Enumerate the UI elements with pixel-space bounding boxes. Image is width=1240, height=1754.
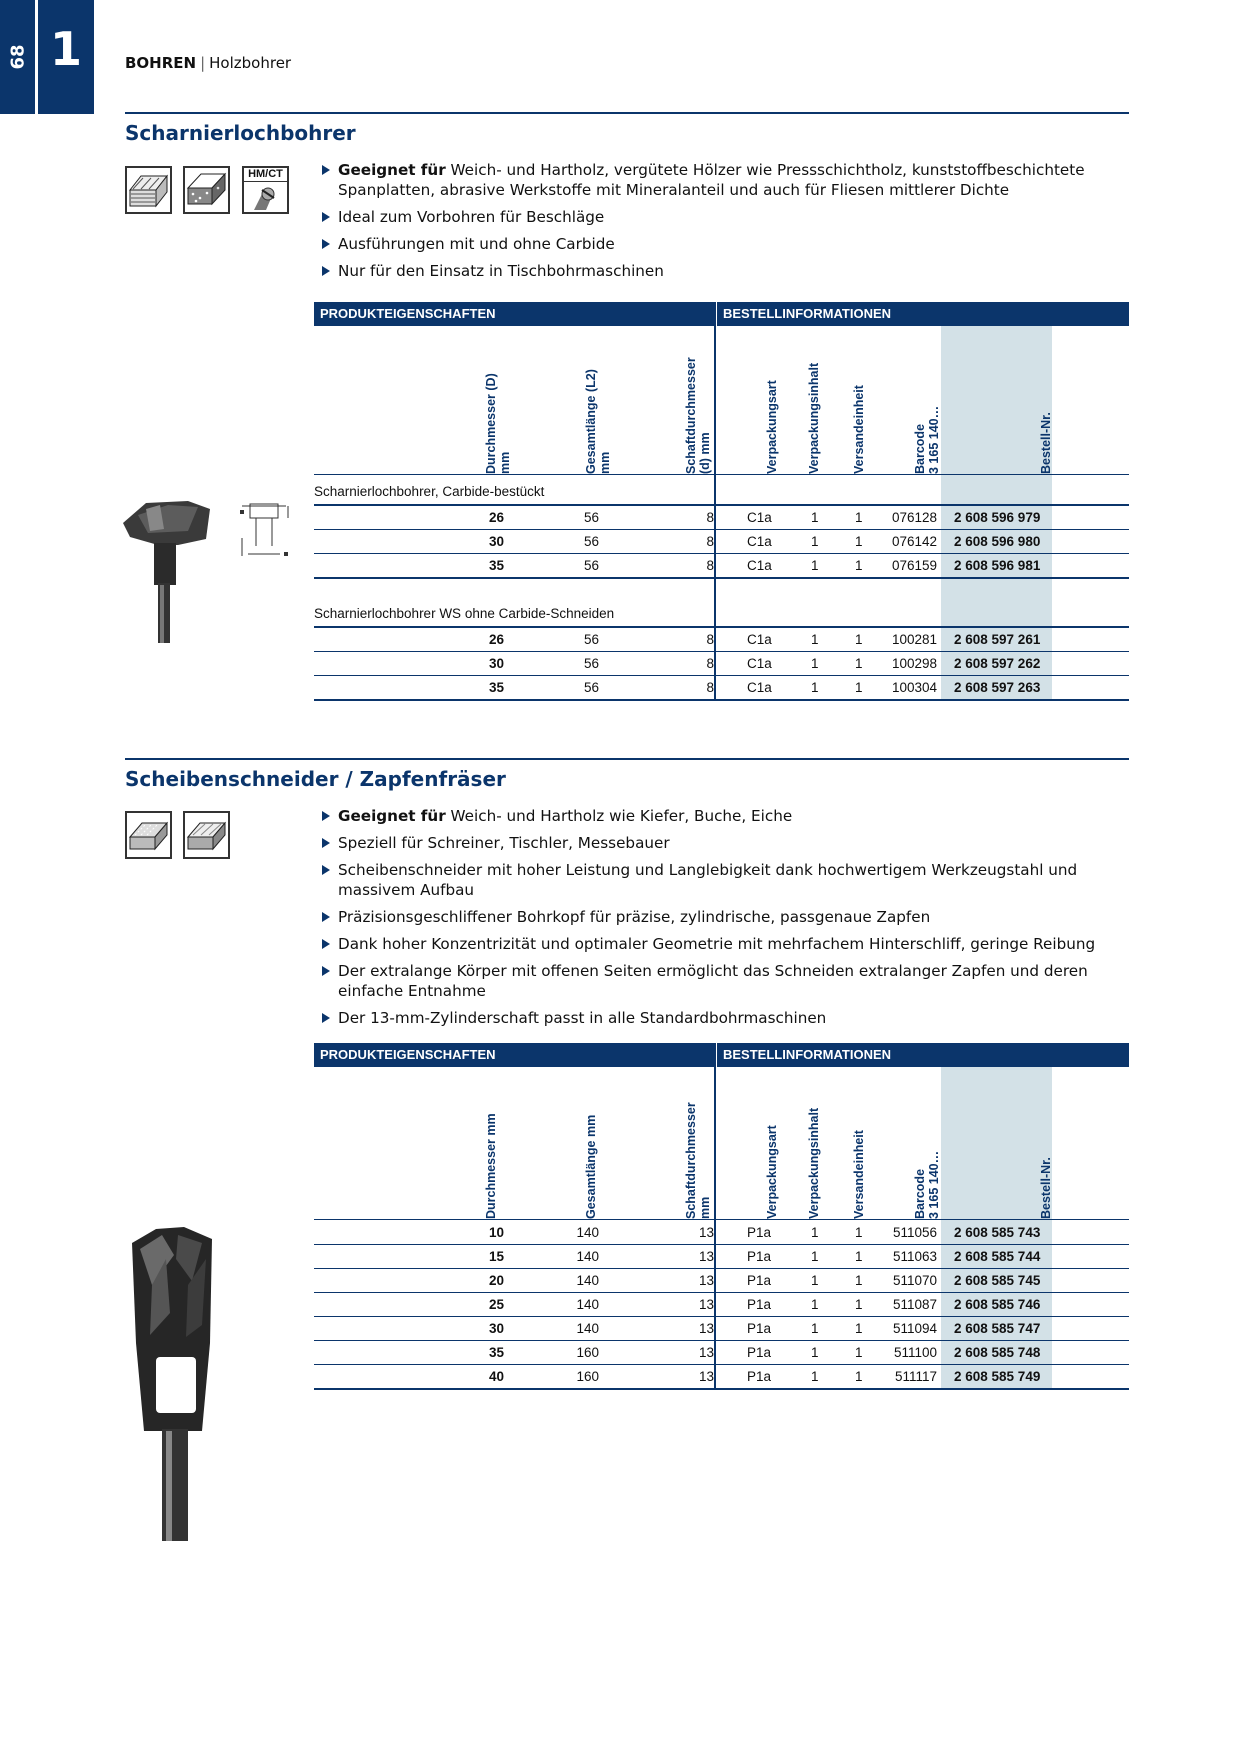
table-cell: 25 (488, 1297, 504, 1312)
feature-text: Speziell für Schreiner, Tischler, Messebauer (338, 834, 670, 852)
table-row (314, 506, 1129, 530)
table-cell: 1 (811, 632, 819, 647)
column-header: Verpackungsinhalt (807, 1107, 821, 1219)
table-cell: C1a (747, 656, 772, 671)
table-cell: 10 (488, 1225, 504, 1240)
table-cell: 140 (576, 1249, 599, 1264)
table-row (314, 652, 1129, 676)
feature-item (320, 207, 1120, 227)
table-cell: 140 (576, 1297, 599, 1312)
table-row (314, 1245, 1129, 1269)
chapter-tab (38, 0, 94, 114)
table-cell: 1 (855, 680, 863, 695)
table-cell: 511117 (894, 1369, 937, 1384)
table-cell: 140 (576, 1225, 599, 1240)
table-cell: 1 (811, 534, 819, 549)
table-cell: 1 (811, 1321, 819, 1336)
table-cell: 26 (488, 632, 504, 647)
feature-text: Scheibenschneider mit hoher Leistung und Langlebigkeit dank hochwertigem Werkzeugstahl und massivem Aufbau (338, 861, 1078, 899)
table-cell: P1a (747, 1249, 772, 1264)
table-cell: 26 (488, 510, 504, 525)
carbide-label: HM/CT (244, 168, 287, 182)
feature-item (320, 1008, 1120, 1028)
feature-bold: Geeignet für (338, 807, 446, 825)
breadcrumb-sub: Holzbohrer (209, 54, 292, 72)
column-header: Schaftdurchmesser mm (684, 1102, 712, 1219)
table-cell: 511070 (892, 1273, 937, 1288)
column-header: Durchmesser mm (484, 1113, 498, 1219)
table-cell: 1 (811, 558, 819, 573)
table-cell: 56 (583, 656, 599, 671)
table-cell: 2 608 585 749 (954, 1369, 1041, 1384)
feature-bold: Geeignet für (338, 161, 446, 179)
table-cell: 1 (811, 680, 819, 695)
table-cell: 8 (706, 680, 714, 695)
hinge-drill-diagram-icon (236, 498, 292, 560)
table-cell: 2 608 597 263 (954, 680, 1041, 695)
table-cell: P1a (747, 1345, 772, 1360)
softwood-material-icon (125, 811, 172, 859)
feature-text: Weich- und Hartholz, vergütete Hölzer wie Pressschichtholz, kunststoffbeschichtete Spanplatten, abrasive Werkstoffe mit Mineralanteil und auch für Fliesen mittlerer Dichte (338, 161, 1085, 199)
table-cell: 100281 (891, 632, 937, 647)
table-row (314, 676, 1129, 700)
table-cell: 1 (811, 1273, 819, 1288)
table-row (314, 1221, 1129, 1245)
table-cell: 13 (698, 1225, 714, 1240)
table-cell: 56 (583, 680, 599, 695)
table-cell: 1 (811, 510, 819, 525)
feature-item (320, 160, 1120, 200)
table-cell: 511087 (892, 1297, 937, 1312)
page-number-tab (0, 0, 35, 114)
table-cell: 160 (576, 1345, 599, 1360)
table-cell: 56 (583, 510, 599, 525)
table-cell: 2 608 585 748 (954, 1345, 1041, 1360)
table-cell: 076128 (891, 510, 937, 525)
table-cell: 2 608 585 743 (954, 1225, 1041, 1240)
column-header: Verpackungsart (765, 1125, 779, 1219)
table-cell: 20 (488, 1273, 504, 1288)
table-cell: 8 (706, 534, 714, 549)
column-header: Verpackungsinhalt (807, 362, 821, 474)
feature-text: Nur für den Einsatz in Tischbohrmaschinen (338, 262, 664, 280)
table-row (314, 530, 1129, 554)
table-cell: 8 (706, 558, 714, 573)
table-row (314, 554, 1129, 578)
table-cell: 2 608 596 980 (954, 534, 1041, 549)
table-cell: 1 (811, 1297, 819, 1312)
table-cell: P1a (747, 1321, 772, 1336)
page-number: 68 (7, 44, 28, 70)
table-cell: 1 (855, 510, 863, 525)
table-cell: 1 (811, 1345, 819, 1360)
table-cell: 35 (488, 558, 504, 573)
feature-item (320, 833, 1120, 853)
product-table-hinge-drills (314, 302, 1129, 702)
section-divider (125, 758, 1129, 760)
table-cell: 15 (488, 1249, 504, 1264)
table-cell: 511094 (892, 1321, 937, 1336)
table-cell: 1 (811, 1225, 819, 1240)
table-cell: 13 (698, 1297, 714, 1312)
column-header: Bestell-Nr. (1039, 412, 1053, 474)
table-cell: 1 (855, 656, 863, 671)
table-cell: 8 (706, 510, 714, 525)
table-cell: 2 608 597 261 (954, 632, 1041, 647)
table-cell: 2 608 585 745 (954, 1273, 1041, 1288)
table-cell: 2 608 596 981 (954, 558, 1041, 573)
table-cell: 8 (706, 656, 714, 671)
chapter-number: 1 (49, 22, 82, 76)
feature-text: Ideal zum Vorbohren für Beschläge (338, 208, 605, 226)
feature-item (320, 806, 1120, 826)
table-cell: 56 (583, 558, 599, 573)
table-cell: 100298 (891, 656, 937, 671)
table-cell: C1a (747, 632, 772, 647)
column-header: Durchmesser (D) mm (484, 373, 512, 474)
plug-cutter-image (122, 1225, 218, 1545)
table-cell: 35 (488, 680, 504, 695)
table-cell: 1 (855, 1321, 863, 1336)
column-header: Gesamtlänge mm (584, 1114, 598, 1219)
table-cell: 1 (811, 1369, 819, 1384)
table-row (314, 1293, 1129, 1317)
feature-item (320, 860, 1120, 900)
feature-item (320, 934, 1120, 954)
table-cell: 35 (488, 1345, 504, 1360)
feature-text: Weich- und Hartholz wie Kiefer, Buche, Eiche (445, 807, 793, 825)
table-cell: 076159 (891, 558, 937, 573)
table-cell: 1 (855, 632, 863, 647)
breadcrumb-separator: | (200, 54, 206, 72)
table-group-header-properties: PRODUKTEIGENSCHAFTEN (314, 302, 714, 326)
table-cell: 100304 (891, 680, 937, 695)
table-cell: C1a (747, 534, 772, 549)
table-cell: 13 (698, 1345, 714, 1360)
table-cell: 511063 (892, 1249, 937, 1264)
table-cell: 13 (698, 1249, 714, 1264)
table-cell: 1 (811, 1249, 819, 1264)
table-cell: C1a (747, 558, 772, 573)
table-cell: 2 608 585 747 (954, 1321, 1041, 1336)
feature-list (320, 160, 1120, 288)
row-divider (314, 1388, 1129, 1390)
column-header: Versandeinheit (852, 1130, 866, 1219)
table-cell: 30 (488, 534, 504, 549)
table-cell: 1 (855, 1273, 863, 1288)
table-cell: 140 (576, 1321, 599, 1336)
table-group-caption: Scharnierlochbohrer WS ohne Carbide-Schneiden (314, 606, 615, 621)
hinge-drill-bit-image (118, 495, 218, 645)
carbide-tipped-icon (242, 166, 289, 214)
breadcrumb-section: BOHREN (125, 54, 197, 72)
table-row (314, 628, 1129, 652)
table-cell: 2 608 597 262 (954, 656, 1041, 671)
chipboard-material-icon (183, 166, 230, 214)
column-header: Gesamtlänge (L2) mm (584, 369, 612, 474)
softwood-material-icon (125, 166, 172, 214)
column-header: Schaftdurchmesser (d) mm (684, 357, 712, 474)
feature-text: Ausführungen mit und ohne Carbide (338, 235, 615, 253)
table-cell: P1a (747, 1225, 772, 1240)
feature-text: Dank hoher Konzentrizität und optimaler Geometrie mit mehrfachem Hinterschliff, geringe Reibung (338, 935, 1096, 953)
table-cell: C1a (747, 510, 772, 525)
table-cell: 13 (698, 1369, 714, 1384)
table-header-rule (314, 474, 1129, 475)
table-group-caption: Scharnierlochbohrer, Carbide-bestückt (314, 484, 545, 499)
table-cell: 1 (811, 656, 819, 671)
table-group-header-order-info: BESTELLINFORMATIONEN (717, 302, 1129, 326)
table-row (314, 1317, 1129, 1341)
table-cell: 56 (583, 534, 599, 549)
table-cell: 1 (855, 534, 863, 549)
table-cell: 511100 (893, 1345, 937, 1360)
table-cell: 30 (488, 656, 504, 671)
table-cell: 8 (706, 632, 714, 647)
table-cell: 076142 (891, 534, 937, 549)
table-cell: 2 608 585 744 (954, 1249, 1041, 1264)
product-table-plug-cutters (314, 1043, 1129, 1383)
table-cell: 1 (855, 1369, 863, 1384)
column-header: Barcode 3 165 140… (913, 1150, 941, 1219)
table-cell: 13 (698, 1273, 714, 1288)
row-divider (314, 577, 1129, 579)
table-cell: 40 (488, 1369, 504, 1384)
table-cell: 30 (488, 1321, 504, 1336)
table-cell: 1 (855, 1249, 863, 1264)
table-cell: 511056 (892, 1225, 937, 1240)
table-cell: 13 (698, 1321, 714, 1336)
feature-item (320, 234, 1120, 254)
feature-text: Der 13-mm-Zylinderschaft passt in alle Standardbohrmaschinen (338, 1009, 827, 1027)
table-cell: P1a (747, 1273, 772, 1288)
feature-text: Präzisionsgeschliffener Bohrkopf für präzise, zylindrische, passgenaue Zapfen (338, 908, 931, 926)
section-title: Scheibenschneider / Zapfenfräser (125, 767, 506, 791)
table-cell: 1 (855, 1345, 863, 1360)
table-header-rule (314, 1219, 1129, 1220)
feature-text: Der extralange Körper mit offenen Seiten ermöglicht das Schneiden extralanger Zapfen und deren einfache Entnahme (338, 962, 1088, 1000)
table-cell: 1 (855, 1297, 863, 1312)
feature-item (320, 961, 1120, 1001)
table-group-header-properties: PRODUKTEIGENSCHAFTEN (314, 1043, 714, 1067)
table-row (314, 1269, 1129, 1293)
column-header: Verpackungsart (765, 380, 779, 474)
table-row (314, 1365, 1129, 1389)
table-group-header-order-info: BESTELLINFORMATIONEN (717, 1043, 1129, 1067)
table-cell: C1a (747, 680, 772, 695)
table-cell: 1 (855, 558, 863, 573)
table-row (314, 1341, 1129, 1365)
table-cell: 2 608 585 746 (954, 1297, 1041, 1312)
table-cell: P1a (747, 1369, 772, 1384)
feature-item (320, 261, 1120, 281)
feature-list (320, 806, 1120, 1035)
table-cell: 1 (855, 1225, 863, 1240)
column-header: Barcode 3 165 140… (913, 405, 941, 474)
feature-item (320, 907, 1120, 927)
breadcrumb (125, 54, 291, 72)
table-cell: 2 608 596 979 (954, 510, 1041, 525)
column-header: Versandeinheit (852, 385, 866, 474)
section-title: Scharnierlochbohrer (125, 121, 356, 145)
section-divider (125, 112, 1129, 114)
table-cell: 160 (576, 1369, 599, 1384)
table-cell: P1a (747, 1297, 772, 1312)
row-divider (314, 699, 1129, 701)
table-cell: 140 (576, 1273, 599, 1288)
table-cell: 56 (583, 632, 599, 647)
hardwood-material-icon (183, 811, 230, 859)
column-header: Bestell-Nr. (1039, 1157, 1053, 1219)
